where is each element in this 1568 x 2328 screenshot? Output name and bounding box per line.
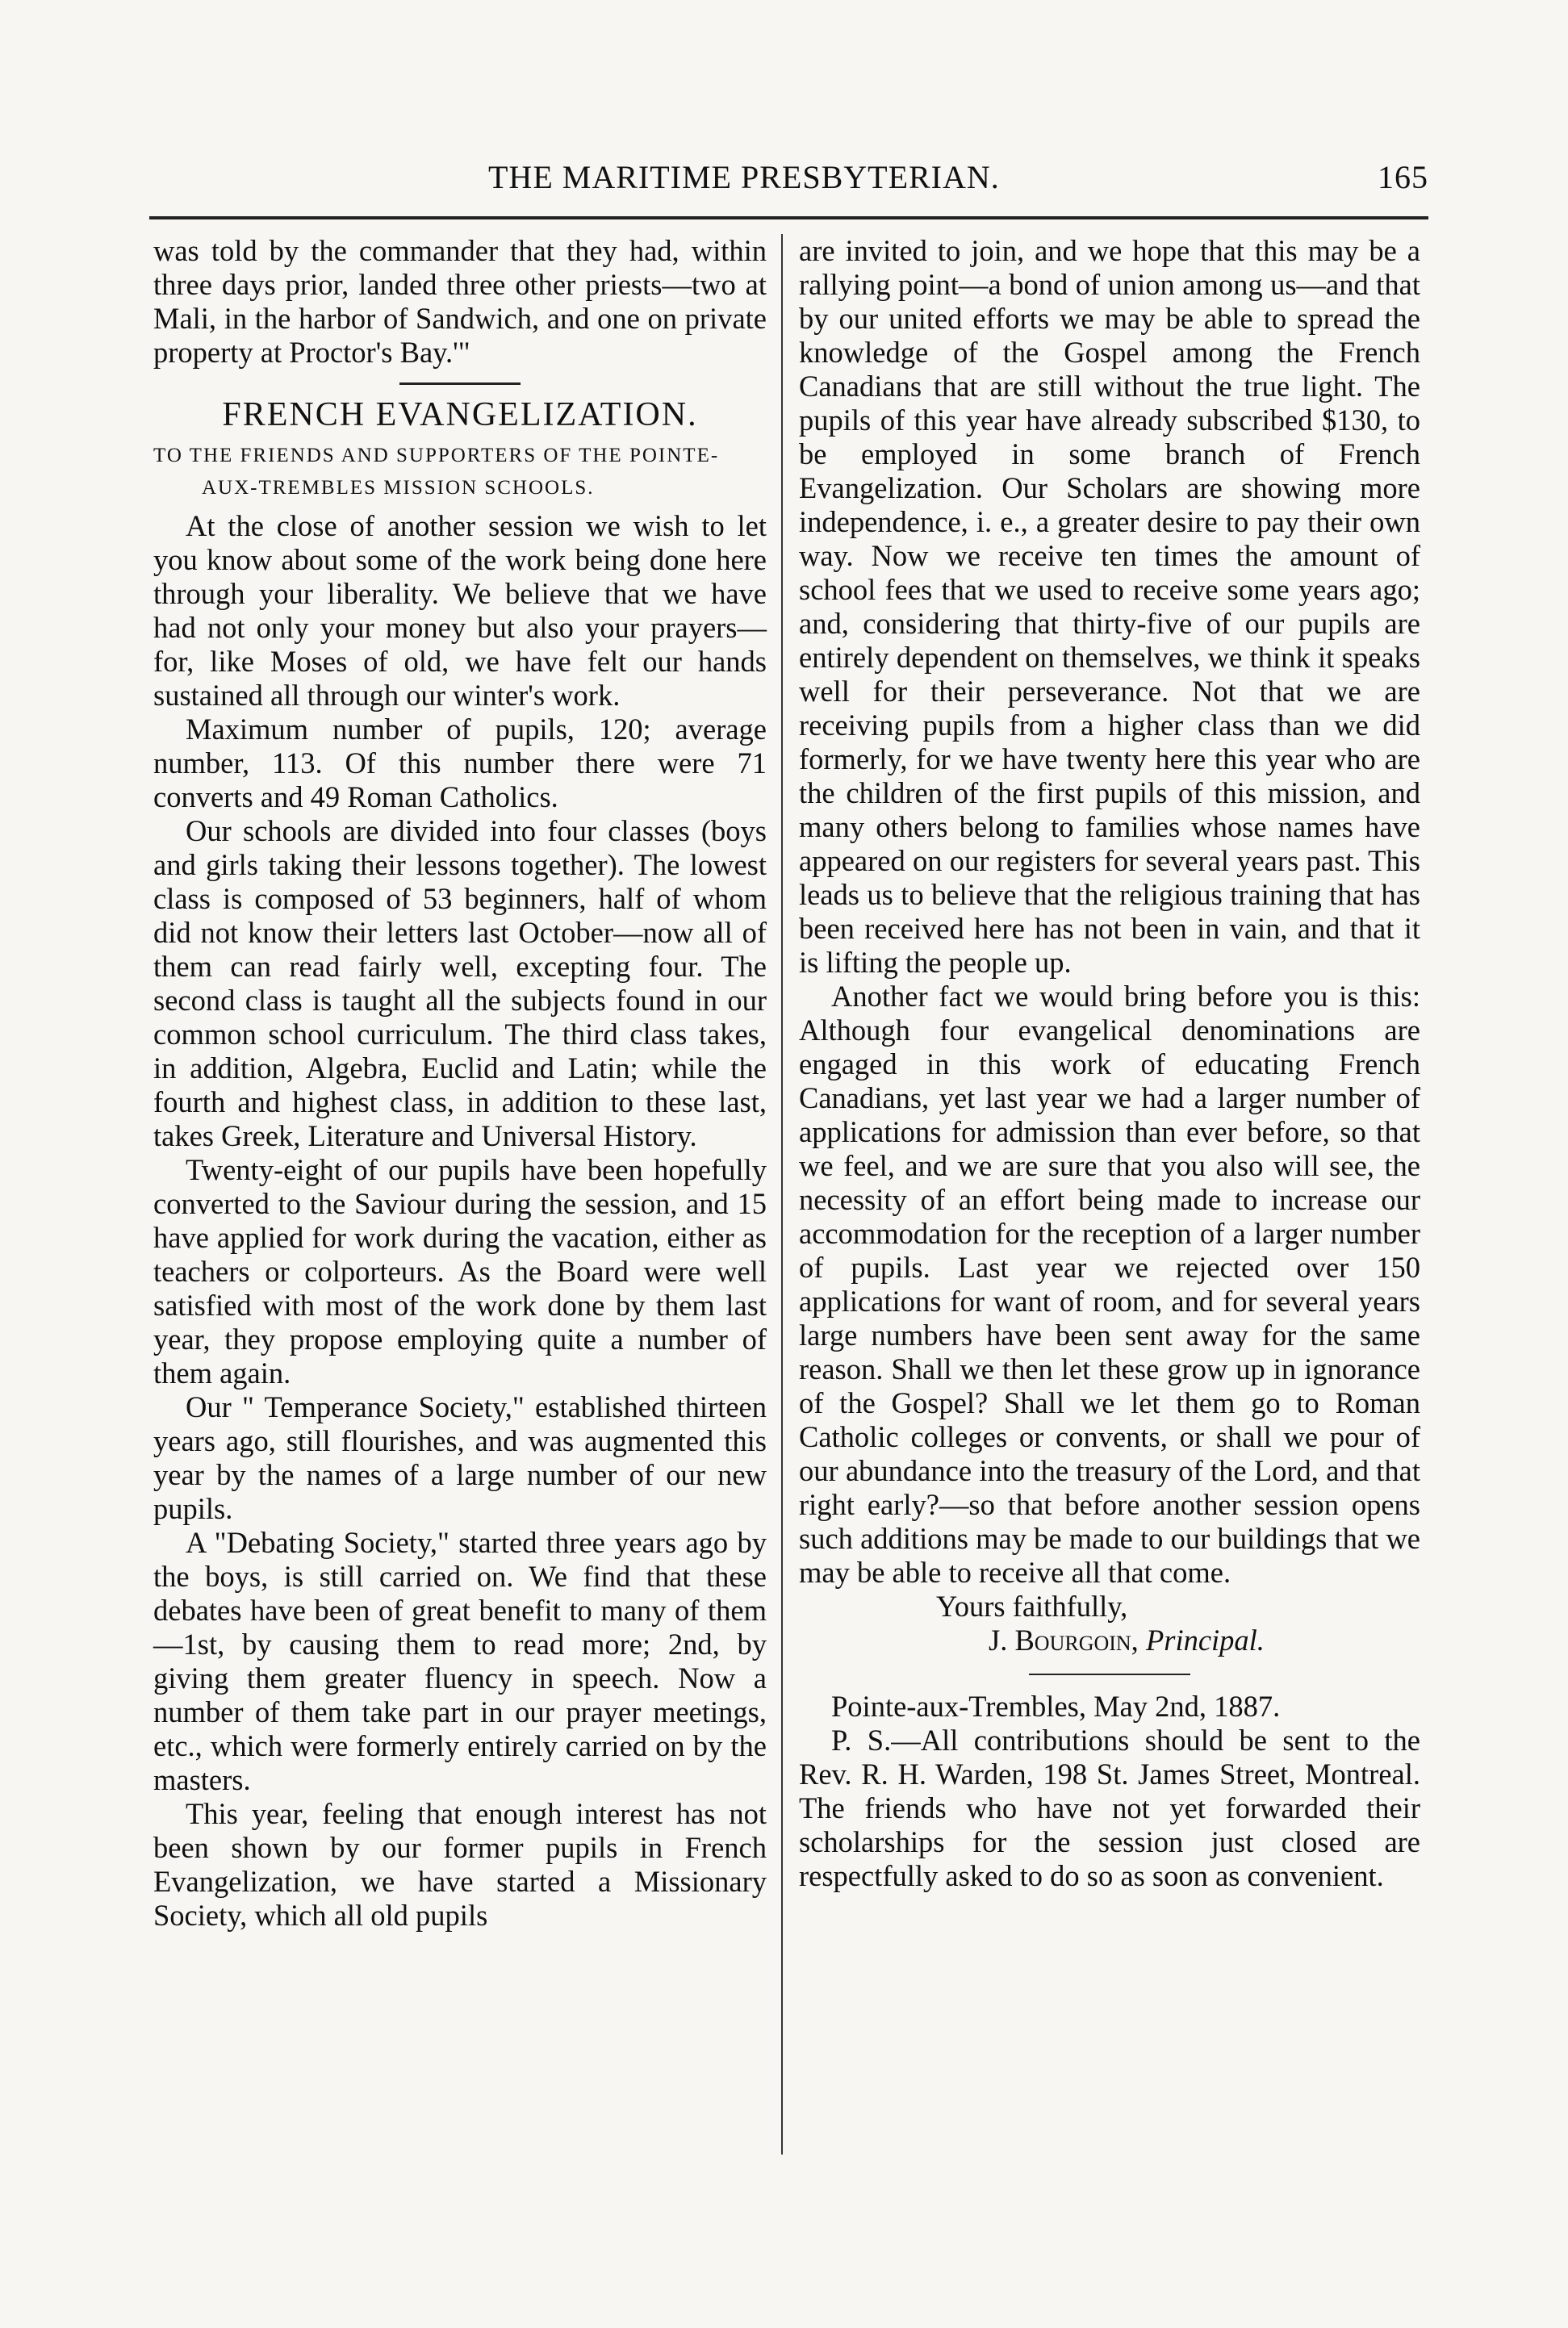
right-column bbox=[799, 234, 1420, 1893]
running-head: THE MARITIME PRESBYTERIAN. bbox=[488, 159, 1000, 195]
paragraph: A "Debating Society," started three years ago by the boys, is still carried on. We find that these debates have been of great benefit to many of them—1st, by causing them to read more; 2nd, by giving them greater fluency in speech. Now a number of them take part in our prayer meetings, etc., which were formerly entirely carried on by the masters. bbox=[153, 1526, 767, 1796]
paragraph: Our schools are divided into four classes (boys and girls taking their lessons together). The lowest class is composed of 53 beginners, half of whom did not know their letters last October—now all of them can read fairly well, excepting four. The second class is taught all the subjects found in our common school curriculum. The third class takes, in addition, Algebra, Euclid and Latin; while the fourth and highest class, in addition to these last, takes Greek, Literature and Universal History. bbox=[153, 814, 767, 1152]
section-title: FRENCH EVANGELIZATION. bbox=[222, 396, 698, 433]
signature bbox=[799, 1624, 1420, 1657]
continued-text: was told by the commander that they had, within three days prior, landed three other priests—two at Mali, in the harbor of Sandwich, and one on private property at Proctor's Bay.'" bbox=[153, 234, 767, 369]
header-rule bbox=[149, 216, 1428, 219]
paragraph: Our " Temperance Society," established thirteen years ago, still flourishes, and was augmented this year by the names of a large number of our new pupils. bbox=[153, 1390, 767, 1525]
dateline: Pointe-aux-Trembles, May 2nd, 1887. bbox=[831, 1690, 1281, 1723]
page-header bbox=[149, 153, 1428, 202]
signature-title: Principal. bbox=[1145, 1624, 1265, 1657]
closing-salutation: Yours faithfully, bbox=[936, 1590, 1128, 1623]
paragraph: are invited to join, and we hope that this may be a rallying point—a bond of union among us—and that by our united efforts we may be able to spread the knowledge of the Gospel among the French Canadians that are still without the true light. The pupils of this year have already subscribed $130, to be employed in some branch of French Evangelization. Our Scholars are showing more independence, i. e., a greater desire to pay their own way. Now we receive ten times the amount of school fees that we used to receive some years ago; and, considering that thirty-five of our pupils are entirely dependent on themselves, we think it speaks well for their perseverance. Not that we are receiving pupils from a higher class than we did formerly, for we have twenty here this year who are the children of the first pupils of this mission, and many others belong to families whose names have appeared on our registers for several years past. This leads us to believe that the religious training that has been received here has not been in vain, and that it is lifting the people up. bbox=[799, 234, 1420, 979]
column-divider bbox=[781, 234, 783, 2155]
signature-separator bbox=[1029, 1674, 1190, 1675]
paragraph: Twenty-eight of our pupils have been hopefully converted to the Saviour during the session, and 15 have applied for work during the vacation, either as teachers or colporteurs. As the Board were well satisfied with most of the work done by them last year, they propose employing quite a number of them again. bbox=[153, 1153, 767, 1390]
left-column bbox=[153, 234, 767, 1933]
postscript: P. S.—All contributions should be sent to the Rev. R. H. Warden, 198 St. James Street, Montreal. The friends who have not yet forwarded their scholarships for the session just closed are respectfully asked to do so as soon as convenient. bbox=[799, 1724, 1420, 1892]
page-number: 165 bbox=[1378, 159, 1428, 195]
paragraph: At the close of another session we wish to let you know about some of the work being done here through your liberality. We believe that we have had not only your money but also your prayers—for, like Moses of old, we have felt our hands sustained all through our winter's work. bbox=[153, 509, 767, 712]
signature-name: J. Bourgoin, bbox=[989, 1624, 1139, 1657]
paragraph: Maximum number of pupils, 120; average number, 113. Of this number there were 71 converts and 49 Roman Catholics. bbox=[153, 713, 767, 813]
address-line: TO THE FRIENDS AND SUPPORTERS OF THE POINTE-AUX-TREMBLES MISSION SCHOOLS. bbox=[153, 445, 720, 499]
section-separator bbox=[399, 382, 521, 385]
paragraph: Another fact we would bring before you is this: Although four evangelical denominations are engaged in this work of educating French Canadians, yet last year we had a larger number of applications for admission than ever before, so that we feel, and we are sure that you also will see, the necessity of an effort being made to increase our accommodation for the reception of a larger number of pupils. Last year we rejected over 150 applications for want of room, and for several years large numbers have been sent away for the same reason. Shall we then let these grow up in ignorance of the Gospel? Shall we let them go to Roman Catholic colleges or convents, or shall we pour of our abundance into the treasury of the Lord, and that right early?—so that before another session opens such additions may be made to our buildings that we may be able to receive all that come. bbox=[799, 980, 1420, 1589]
paragraph: This year, feeling that enough interest has not been shown by our former pupils in French Evangelization, we have started a Missionary Society, which all old pupils bbox=[153, 1797, 767, 1932]
